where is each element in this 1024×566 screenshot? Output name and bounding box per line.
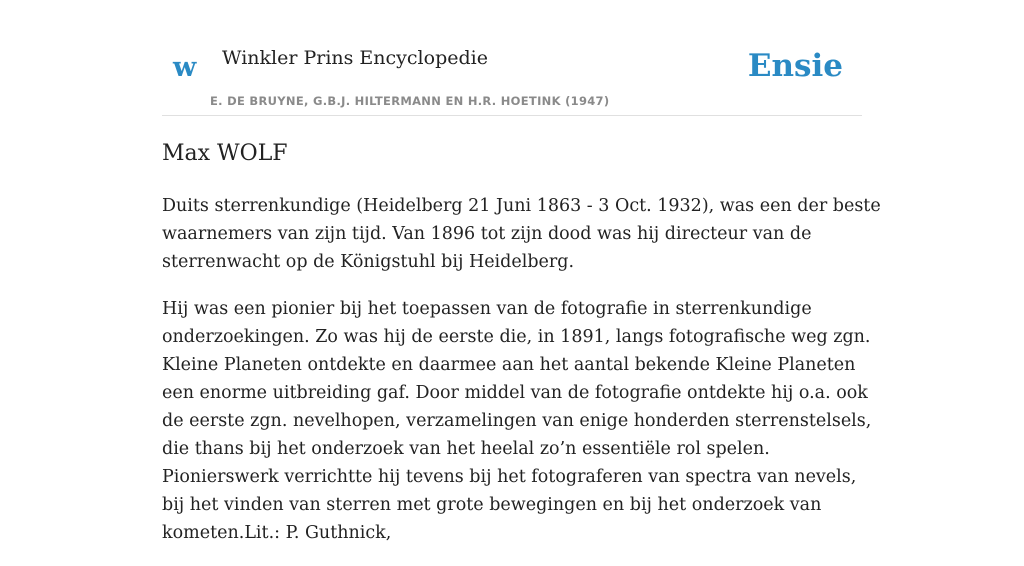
article-title: Max WOLF: [162, 141, 288, 166]
article-paragraph: Hij was een pionier bij het toepassen van de fotografie in sterrenkundige onderzoekingen. Zo was hij de eerste die, in 1891, langs fotografische weg zgn. Kleine Planeten ontdekte en daarmee aan het aantal bekende Kleine Planeten een enorme uitbreiding gaf. Door middel van de fotografie ontdekte hij o.a. ook de eerste zgn. nevelhopen, verzamelingen van enige honderden sterrenstelsels, die thans bij het onderzoek van het heelal zo’n essentiële rol spelen. Pionierswerk verrichtte hij tevens bij het fotograferen van spectra van nevels, bij het vinden van sterren met grote bewegingen en bij het onderzoek van kometen.Lit.: P. Guthnick,: [162, 299, 872, 543]
site-header: [162, 40, 862, 116]
site-authors: E. DE BRUYNE, G.B.J. HILTERMANN EN H.R. HOETINK (1947): [210, 94, 610, 108]
site-title[interactable]: Winkler Prins Encyclopedie: [222, 47, 488, 69]
article-body: [162, 192, 882, 566]
ensie-logo-link[interactable]: Ensie: [747, 48, 843, 84]
article-paragraph: Duits sterrenkundige (Heidelberg 21 Juni 1863 - 3 Oct. 1932), was een der beste waarnemers van zijn tijd. Van 1896 tot zijn dood was hij directeur van de sterrenwacht op de Königstuhl bij Heidelberg.: [162, 196, 881, 272]
winkler-prins-logo-icon[interactable]: w: [173, 52, 197, 83]
